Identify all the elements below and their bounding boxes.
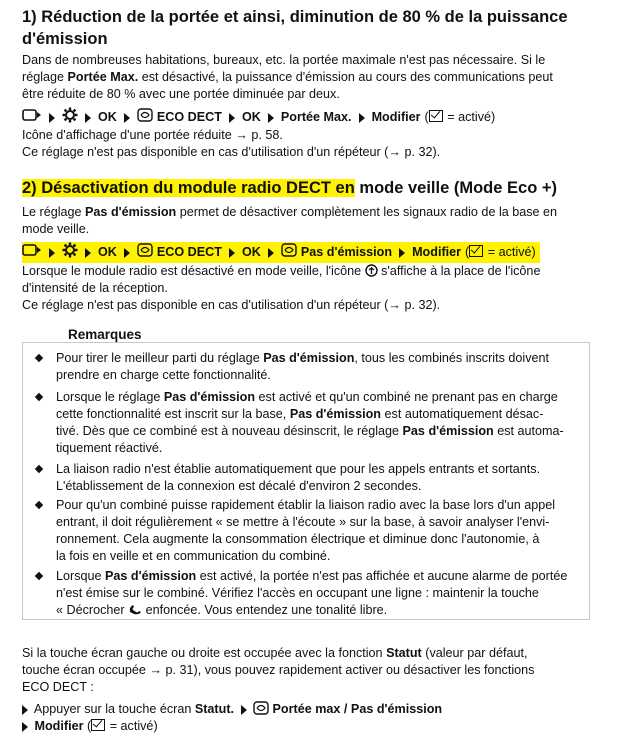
settings-gear-icon [62,107,78,128]
section1-body-line3: être réduite de 80 % avec une portée diminuée par deux. [22,87,340,101]
arrow-icon [229,113,235,123]
highlighted-title: 2) Désactivation du module radio DECT en [22,179,355,197]
arrow-icon [124,248,130,258]
setting-name: Pas d'émission [85,205,177,219]
section1-menu-path: OK ECO DECT OK Portée Max. Modifier ( = activé) [22,107,495,128]
section2-body-line2: mode veille. [22,222,90,236]
footer-line3: ECO DECT : [22,680,94,694]
footer-line2: touche écran occupée → p. 31), vous pouvez rapidement activer ou désactiver les fonctions [22,663,535,677]
modifier-label: Modifier [412,245,462,259]
arrow-icon [124,113,130,123]
footer-line1: Si la touche écran gauche ou droite est occupée avec la fonction Statut (valeur par défaut, [22,646,528,660]
arrow-icon [359,113,365,123]
section2-body-line4: d'intensité de la réception. [22,281,168,295]
arrow-icon [229,248,235,258]
remark-item: Lorsque le réglage Pas d'émission est activé et qu'un combiné ne prenant pas en charge cette fonctionnalité est inscrit sur la base, Pas d'émission est automatiquement désac- tivé. Dès que ce combiné est à nouveau désinscrit, le réglage Pas d'émission est automa- tiquement réactivé. [36,389,576,459]
arrow-icon [22,705,28,715]
bullet-icon [35,354,43,362]
section1-note1: Icône d'affichage d'une portée réduite → p. 58. [22,128,283,142]
settings-gear-icon [62,242,78,263]
eco-mode-icon [253,701,269,718]
ok-label: OK [241,245,261,259]
arrow-icon [49,248,55,258]
arrow-icon [399,248,405,258]
remark-item: Pour qu'un combiné puisse rapidement établir la liaison radio avec la base lors d'un appel entrant, il doit régulièrement « se mettre à l'écoute » sur la base, à savoir analyser l'envi- ronnement. Cela augmente la consommation électrique et diminue donc l'autonomie, à la fois en veille et en communication du combiné. [36,497,576,567]
bullet-icon [35,393,43,401]
menu-key-icon [22,243,42,262]
remark-item: Lorsque Pas d'émission est activé, la portée n'est pas affichée et aucune alarme de portée n'est émise sur le combiné. Vérifiez l'accès en occupant une ligne : maintenir la touche « Décrocher enfoncée. Vous entendez une tonalité libre. [36,568,576,620]
arrow-icon [85,113,91,123]
remark-item: Pour tirer le meilleur parti du réglage Pas d'émission, tous les combinés inscrits doivent prendre en charge cette fonctionnalité. [36,350,576,390]
ok-label: OK [241,110,261,124]
eco-mode-icon [137,243,153,262]
bullet-icon [35,465,43,473]
section1-body-line1: Dans de nombreuses habitations, bureaux, etc. la portée maximale n'est pas nécessaire. Si le [22,53,546,67]
arrow-icon [268,113,274,123]
section1-note2: Ce réglage n'est pas disponible en cas d'utilisation d'un répéteur (→ p. 32). [22,145,441,159]
remark-item: La liaison radio n'est établie automatiquement que pour les appels entrants et sortants. L'établissement de la connexion est décalé d'environ 2 secondes. [36,461,576,497]
section2-body-line1: Le réglage Pas d'émission permet de désactiver complètement les signaux radio de la base en [22,205,558,219]
eco-mode-icon [137,108,153,127]
eco-mode-icon [281,243,297,262]
setting-name: Portée Max. [67,70,139,84]
arrow-icon [268,248,274,258]
eco-dect-label: ECO DECT [156,245,222,259]
bullet-icon [35,501,43,509]
menu-key-icon [22,108,42,127]
arrow-icon [22,722,28,732]
arrow-icon [85,248,91,258]
eco-dect-label: ECO DECT [156,110,222,124]
modifier-label: Modifier [371,110,421,124]
ok-label: OK [98,110,117,124]
section1-title-line2: d'émission [22,30,108,48]
checkbox-checked-icon [429,110,443,122]
handset-icon [128,602,142,619]
section2-menu-path: OK ECO DECT OK Pas d'émission Modifier ( = activé) [22,242,540,263]
checkbox-checked-icon [91,719,105,731]
arrow-icon [241,705,247,715]
section2-note: Ce réglage n'est pas disponible en cas d'utilisation d'un répéteur (→ p. 32). [22,298,441,312]
ok-label: OK [98,245,117,259]
pas-emission-label: Pas d'émission [300,245,393,259]
footer-step2: Modifier ( = activé) [22,718,158,735]
section2-body-line3: Lorsque le module radio est désactivé en mode veille, l'icône s'affiche à la place de l'icône [22,263,540,280]
arrow-icon [49,113,55,123]
checkbox-checked-icon [469,245,483,257]
section1-title-line1: 1) Réduction de la portée et ainsi, diminution de 80 % de la puissance [22,8,568,26]
remarks-title: Remarques [62,327,148,342]
bullet-icon [35,572,43,580]
footer-step1: Appuyer sur la touche écran Statut. Portée max / Pas d'émission [22,701,442,718]
section1-body-line2: réglage Portée Max. est désactivé, la puissance d'émission au cours des communications peut [22,70,553,84]
section2-title: 2) Désactivation du module radio DECT en mode veille (Mode Eco +) [22,179,557,197]
portee-max-label: Portée Max. [280,110,352,124]
radio-off-icon [365,263,378,280]
